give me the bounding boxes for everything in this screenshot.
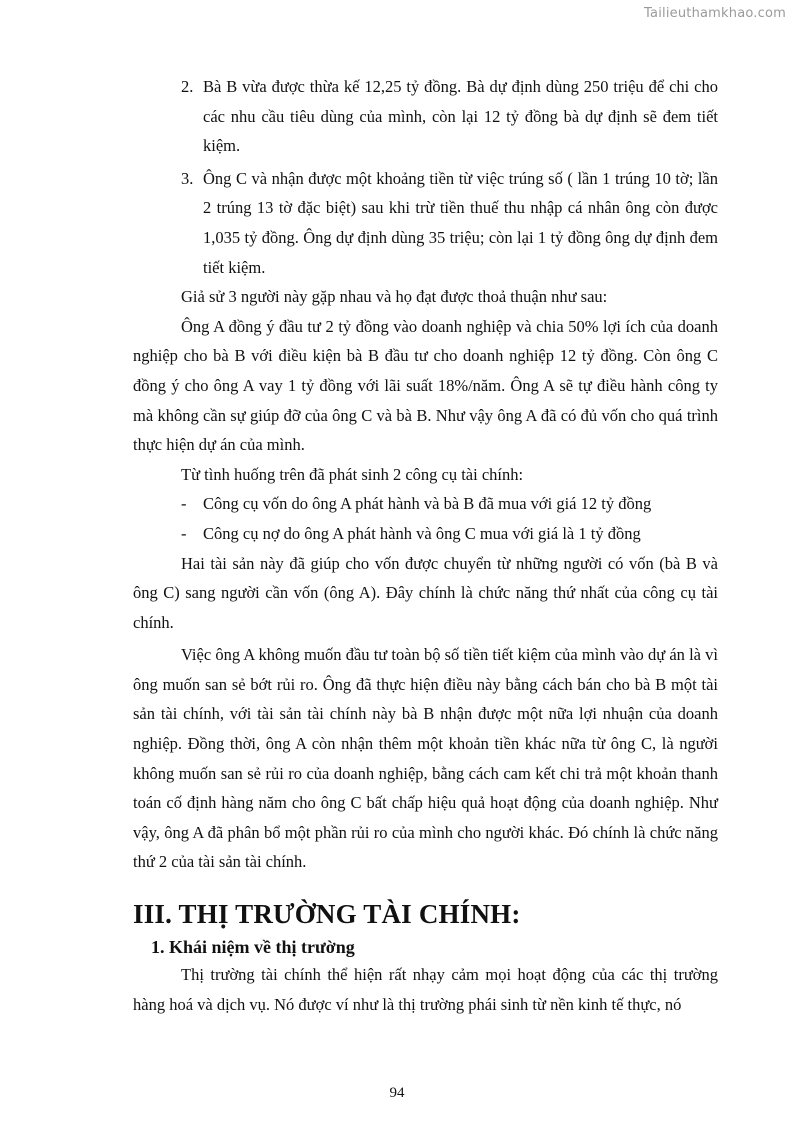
bullet-text: Công cụ nợ do ông A phát hành và ông C mua với giá là 1 tỷ đồng (203, 523, 641, 543)
item-text: Bà B vừa được thừa kế 12,25 tỷ đồng. Bà dự định dùng 250 triệu để chi cho các nhu cầu tiêu dùng của mình, còn lại 12 tỷ đồng bà dự định sẽ đem tiết kiệm. (203, 77, 718, 156)
page-body (133, 72, 718, 1019)
paragraph-agreement: Ông A đồng ý đầu tư 2 tỷ đồng vào doanh nghiệp và chia 50% lợi ích của doanh nghiệp cho bà B với điều kiện bà B đầu tư cho doanh nghiệp 12 tỷ đồng. Còn ông C đồng ý cho ông A vay 1 tỷ đồng với lãi suất 18%/năm. Ông A sẽ tự điều hành công ty mà không cần sự giúp đỡ của ông C và bà B. Như vậy ông A đã có đủ vốn cho quá trình thực hiện dự án của mình. (133, 316, 718, 455)
paragraph-first-function: Hai tài sản này đã giúp cho vốn được chuyển từ những người có vốn (bà B và ông C) sang người cần vốn (ông A). Đây chính là chức năng thứ nhất của công cụ tài chính. (133, 553, 718, 632)
numbered-item-3 (133, 164, 718, 282)
bullet-item (133, 519, 718, 549)
bullet-mark: - (181, 494, 187, 514)
numbered-item-2 (133, 72, 718, 161)
watermark: Tailieuthamkhao.com (644, 6, 786, 21)
paragraph-agreement-intro: Giả sử 3 người này gặp nhau và họ đạt được thoả thuận như sau: (181, 287, 608, 307)
item-number: 2. (181, 77, 194, 96)
paragraph-second-function: Việc ông A không muốn đầu tư toàn bộ số tiền tiết kiệm của mình vào dự án là vì ông muốn san sẻ bớt rủi ro. Ông đã thực hiện điều này bằng cách bán cho bà B một tài sản tài chính, với tài sản tài chính này bà B nhận được một nữa lợi nhuận của doanh nghiệp. Đồng thời, ông A còn nhận thêm một khoản tiền khác nữa từ ông C, là người không muốn san sẻ rủi ro của doanh nghiệp, bằng cách cam kết chi trả một khoản thanh toán cố định hàng năm cho ông C bất chấp hiệu quả hoạt động của doanh nghiệp. Như vậy, ông A đã phân bổ một phần rủi ro của mình cho người khác. Đó chính là chức năng thứ 2 của tài sản tài chính. (133, 645, 718, 872)
item-number: 3. (181, 168, 194, 188)
subsection-heading: 1. Khái niệm về thị trường (151, 937, 355, 958)
page-number: 94 (389, 1085, 405, 1101)
bullet-mark: - (181, 523, 187, 543)
paragraph-instruments-intro: Từ tình huống trên đã phát sinh 2 công cụ tài chính: (181, 464, 524, 484)
section-heading: III. THỊ TRƯỜNG TÀI CHÍNH: (133, 899, 521, 930)
item-text: Ông C và nhận được một khoảng tiền từ việc trúng số ( lần 1 trúng 10 tờ; lần 2 trúng 13 tờ đặc biệt) sau khi trừ tiền thuế thu nhập cá nhân ông còn được 1,035 tỷ đồng. Ông dự định dùng 35 triệu; còn lại 1 tỷ đồng ông dự định đem tiết kiệm. (203, 168, 718, 277)
bullet-item (133, 489, 718, 519)
paragraph-market-concept: Thị trường tài chính thể hiện rất nhạy cảm mọi hoạt động của các thị trường hàng hoá và dịch vụ. Nó được ví như là thị trường phái sinh từ nền kinh tế thực, nó (133, 965, 718, 1014)
bullet-text: Công cụ vốn do ông A phát hành và bà B đã mua với giá 12 tỷ đồng (203, 494, 652, 514)
